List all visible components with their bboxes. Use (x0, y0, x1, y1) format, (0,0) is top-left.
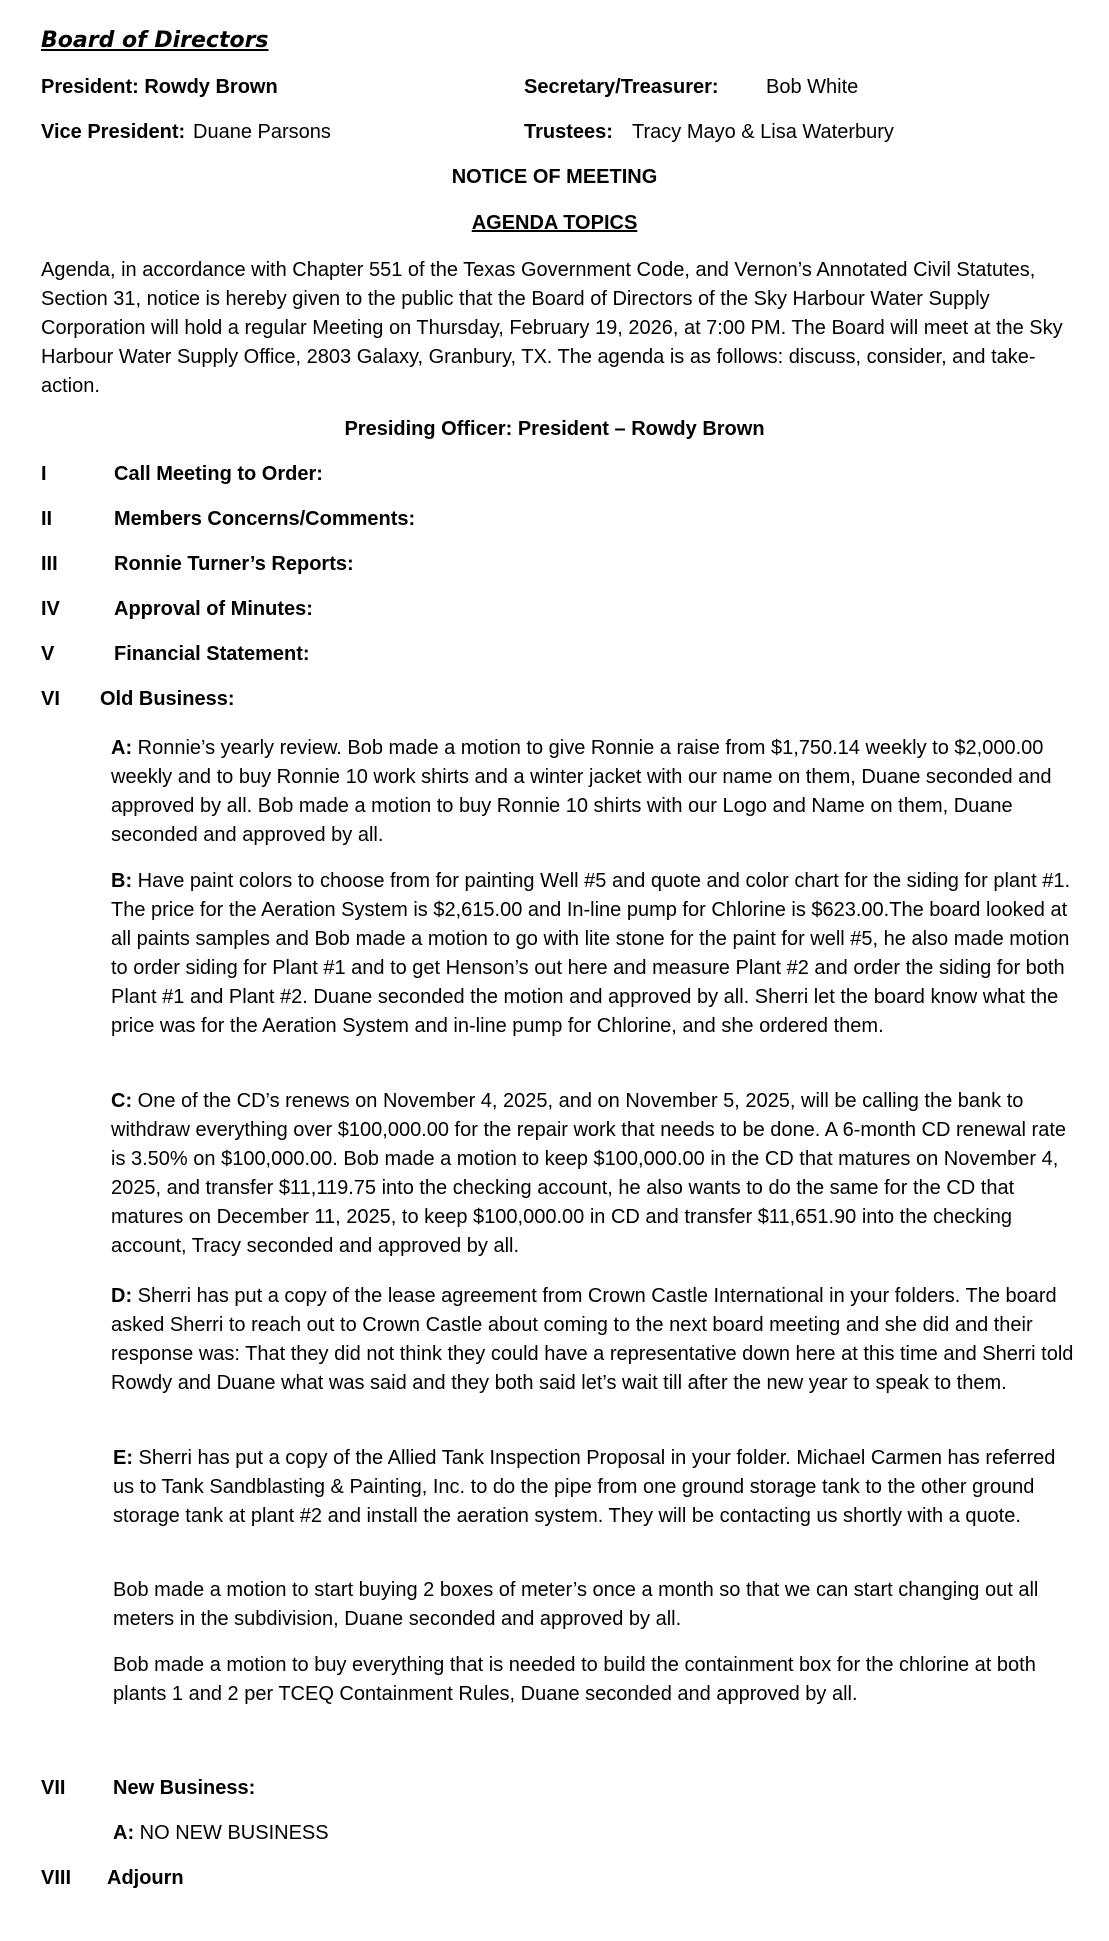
item-text: Have paint colors to choose from for painting Well #5 and quote and color chart for the siding for plant #1. The price for the Aeration System is $2,615.00 and In-line pump for Chlorine is $623.00.The board looked at all paints samples and Bob made a motion to go with lite stone for the paint for well #5, he also made motion to order siding for Plant #1 and to get Henson’s out here and measure Plant #2 and order the siding for both Plant #1 and Plant #2. Duane seconded the motion and approved by all. Sherri let the board know what the price was for the Aeration System and in-line pump for Chlorine, and she ordered them. (111, 870, 1071, 1037)
agenda-num: VII (41, 1777, 66, 1799)
item-letter: E: (113, 1447, 133, 1469)
agenda-heading: Members Concerns/Comments: (114, 508, 416, 530)
item-letter: D: (111, 1285, 133, 1307)
old-business-item-e (113, 1444, 1081, 1531)
board-title: Board of Directors (41, 28, 269, 53)
intro-paragraph: Agenda, in accordance with Chapter 551 of the Texas Government Code, and Vernon’s Annotated Civil Statutes, Section 31, notice is hereby given to the public that the Board of Directors of the Sky Harbour Water Supply Corporation will hold a regular Meeting on Thursday, February 19, 2026, at 7:00 PM. The Board will meet at the Sky Harbour Water Supply Office, 2803 Galaxy, Granbury, TX. The agenda is as follows: discuss, consider, and take-action. (41, 259, 1063, 397)
agenda-num: III (41, 553, 58, 575)
agenda-num: I (41, 463, 47, 485)
item-letter: C: (111, 1090, 133, 1112)
agenda-num: V (41, 643, 55, 665)
item-text: Sherri has put a copy of the lease agreement from Crown Castle International in your folders. The board asked Sherri to reach out to Crown Castle about coming to the next board meeting and she did and their response was: That they did not think they could have a representative down here at this time and Sherri told Rowdy and Duane what was said and they both said let’s wait till after the new year to speak to them. (111, 1285, 1074, 1394)
item-text: Ronnie’s yearly review. Bob made a motion to give Ronnie a raise from $1,750.14 weekly to $2,000.00 weekly and to buy Ronnie 10 work shirts and a winter jacket with our name on them, Duane seconded and approved by all. Bob made a motion to buy Ronnie 10 shirts with our Logo and Name on them, Duane seconded and approved by all. (111, 737, 1052, 846)
new-business-item-a (113, 1822, 329, 1845)
item-text: Bob made a motion to buy everything that is needed to build the containment box for the chlorine at both plants 1 and 2 per TCEQ Containment Rules, Duane seconded and approved by all. (113, 1654, 1036, 1705)
trustees-label: Trustees: (524, 121, 613, 143)
notice-title: NOTICE OF MEETING (451, 166, 658, 188)
agenda-heading: Adjourn (107, 1867, 184, 1889)
agenda-num: IV (41, 598, 60, 620)
trustees-names: Tracy Mayo & Lisa Waterbury (632, 121, 894, 143)
agenda-heading: Ronnie Turner’s Reports: (114, 553, 354, 575)
agenda-num: VI (41, 688, 60, 710)
agenda-heading: New Business: (113, 1777, 256, 1799)
agenda-heading: Approval of Minutes: (114, 598, 313, 620)
item-text: Sherri has put a copy of the Allied Tank Inspection Proposal in your folder. Michael Carmen has referred us to Tank Sandblasting & Painting, Inc. to do the pipe from one ground storage tank to the other ground storage tank at plant #2 and install the aeration system. They will be contacting us shortly with a quote. (113, 1447, 1056, 1527)
president-line: President: Rowdy Brown (41, 76, 278, 98)
old-business-item-d (111, 1282, 1091, 1398)
agenda-heading: Financial Statement: (114, 643, 310, 665)
item-text: One of the CD’s renews on November 4, 2025, and on November 5, 2025, will be calling the bank to withdraw everything over $100,000.00 for the repair work that needs to be done. A 6-month CD renewal rate is 3.50% on $100,000.00. Bob made a motion to keep $100,000.00 in the CD that matures on November 4, 2025, and transfer $11,119.75 into the checking account, he also wants to do the same for the CD that matures on December 11, 2025, to keep $100,000.00 in CD and transfer $11,651.90 into the checking account, Tracy seconded and approved by all. (111, 1090, 1066, 1257)
secretary-label: Secretary/Treasurer: (524, 76, 719, 98)
vp-name: Duane Parsons (193, 121, 331, 143)
item-letter: A: (111, 737, 133, 759)
agenda-topics-title: AGENDA TOPICS (471, 212, 638, 234)
old-business-item-b (111, 867, 1081, 1041)
presiding-officer: Presiding Officer: President – Rowdy Brown (344, 418, 765, 440)
item-letter: A: (113, 1822, 135, 1844)
old-business-containment-motion (113, 1651, 1081, 1709)
item-text: Bob made a motion to start buying 2 boxes of meter’s once a month so that we can start changing out all meters in the subdivision, Duane seconded and approved by all. (113, 1579, 1039, 1630)
vp-label: Vice President: (41, 121, 186, 143)
old-business-item-a (111, 734, 1081, 850)
secretary-name: Bob White (766, 76, 859, 98)
agenda-heading: Old Business: (100, 688, 235, 710)
item-letter: B: (111, 870, 133, 892)
agenda-num: VIII (41, 1867, 72, 1889)
old-business-item-c (111, 1087, 1081, 1261)
agenda-heading: Call Meeting to Order: (114, 463, 323, 485)
item-text: NO NEW BUSINESS (134, 1822, 329, 1844)
agenda-num: II (41, 508, 53, 530)
old-business-meters-motion (113, 1576, 1081, 1634)
